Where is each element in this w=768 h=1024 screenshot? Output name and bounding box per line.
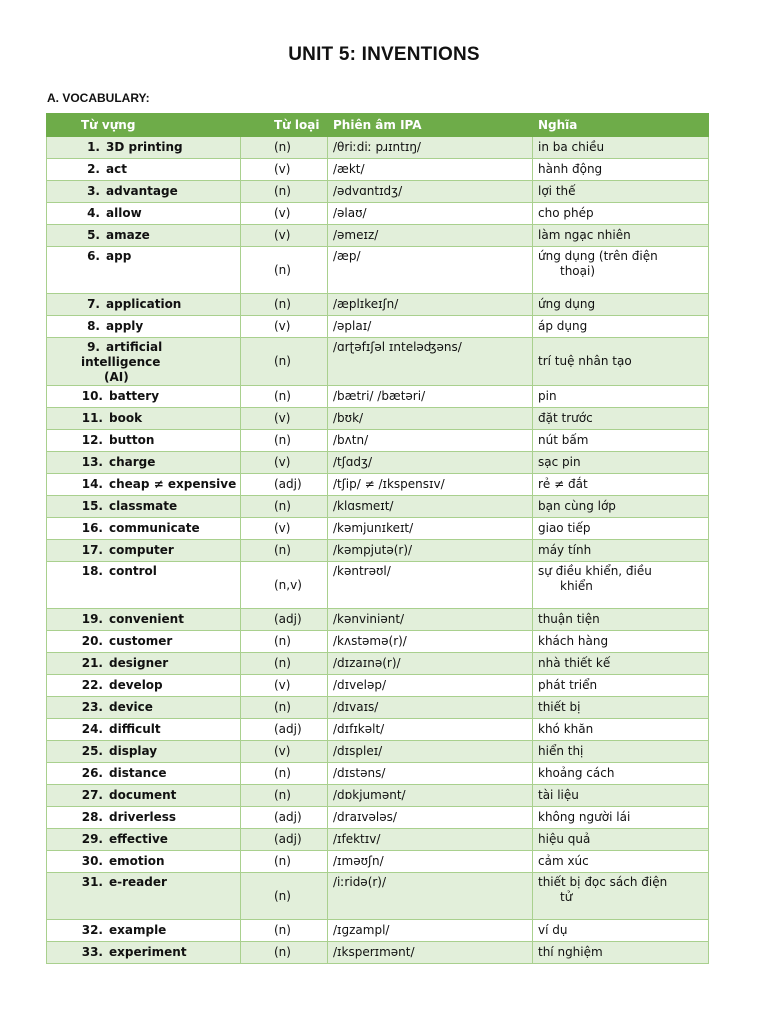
- part-of-speech-cell: (v): [241, 452, 328, 474]
- meaning-text: giao tiếp: [538, 521, 591, 535]
- ipa-cell: /ɪksperɪmənt/: [328, 942, 533, 964]
- part-of-speech-cell: (n): [241, 763, 328, 785]
- vocabulary-table: [46, 113, 709, 964]
- word-text: charge: [109, 455, 156, 469]
- row-number: 12.: [81, 433, 103, 447]
- word-cell: [47, 873, 241, 920]
- ipa-cell: /bætri/ /bætəri/: [328, 386, 533, 408]
- word-text: convenient: [109, 612, 184, 626]
- ipa-cell: /ɪɡzampl/: [328, 920, 533, 942]
- word-cell: [47, 294, 241, 316]
- word-cell: [47, 540, 241, 562]
- row-number: 26.: [81, 766, 103, 780]
- word-text: document: [109, 788, 177, 802]
- word-text: emotion: [109, 854, 165, 868]
- word-cell: [47, 316, 241, 338]
- part-of-speech-cell: (n): [241, 294, 328, 316]
- row-number: 1.: [87, 140, 100, 154]
- row-number: 18.: [81, 564, 103, 578]
- word-cell: [47, 653, 241, 675]
- ipa-cell: /əplaɪ/: [328, 316, 533, 338]
- column-header-meaning: Nghĩa: [533, 114, 709, 137]
- row-number: 8.: [87, 319, 100, 333]
- meaning-cell: [533, 653, 709, 675]
- word-text: control: [109, 564, 157, 578]
- word-cell: [47, 942, 241, 964]
- part-of-speech-cell: (n): [241, 873, 328, 920]
- meaning-cell: [533, 829, 709, 851]
- row-number: 7.: [87, 297, 100, 311]
- meaning-text: đặt trước: [538, 411, 593, 425]
- word-cell: [47, 159, 241, 181]
- meaning-cell: [533, 181, 709, 203]
- meaning-cell: [533, 741, 709, 763]
- word-cell: [47, 338, 241, 386]
- row-number: 4.: [87, 206, 100, 220]
- part-of-speech-cell: (adj): [241, 807, 328, 829]
- part-of-speech-cell: (v): [241, 408, 328, 430]
- part-of-speech-cell: (n): [241, 338, 328, 386]
- ipa-cell: /əlaʊ/: [328, 203, 533, 225]
- table-row: [47, 807, 709, 829]
- table-row: [47, 474, 709, 496]
- column-header-word: Từ vựng: [47, 114, 241, 137]
- meaning-text: cho phép: [538, 206, 594, 220]
- word-text: application: [106, 297, 182, 311]
- row-number: 3.: [87, 184, 100, 198]
- word-text: artificial intelligence: [81, 340, 163, 369]
- word-cell: [47, 631, 241, 653]
- table-row: [47, 851, 709, 873]
- word-cell: [47, 474, 241, 496]
- column-header-ipa: Phiên âm IPA: [328, 114, 533, 137]
- row-number: 22.: [81, 678, 103, 692]
- part-of-speech-cell: (n,v): [241, 562, 328, 609]
- row-number: 13.: [81, 455, 103, 469]
- word-cell: [47, 386, 241, 408]
- meaning-cell: [533, 294, 709, 316]
- part-of-speech-cell: (n): [241, 540, 328, 562]
- meaning-text: nhà thiết kế: [538, 656, 611, 670]
- word-text: apply: [106, 319, 144, 333]
- word-text: designer: [109, 656, 169, 670]
- word-text: experiment: [109, 945, 187, 959]
- meaning-cell: [533, 609, 709, 631]
- meaning-text: khó khăn: [538, 722, 594, 736]
- word-cell: [47, 408, 241, 430]
- meaning-cell: [533, 807, 709, 829]
- ipa-cell: /æp/: [328, 247, 533, 294]
- word-cell: [47, 719, 241, 741]
- meaning-text: pin: [538, 389, 557, 403]
- meaning-cell: [533, 562, 709, 609]
- part-of-speech-cell: (n): [241, 785, 328, 807]
- meaning-text: khách hàng: [538, 634, 609, 648]
- word-text: device: [109, 700, 153, 714]
- ipa-cell: /kənviniənt/: [328, 609, 533, 631]
- word-cell: [47, 562, 241, 609]
- word-cell: [47, 829, 241, 851]
- word-text-continued: (AI): [104, 370, 129, 384]
- part-of-speech-cell: (v): [241, 518, 328, 540]
- word-cell: [47, 807, 241, 829]
- meaning-text: làm ngạc nhiên: [538, 228, 631, 242]
- meaning-cell: [533, 540, 709, 562]
- part-of-speech-cell: (n): [241, 697, 328, 719]
- meaning-cell: [533, 851, 709, 873]
- meaning-text: rẻ ≠ đắt: [538, 477, 588, 491]
- table-row: [47, 408, 709, 430]
- row-number: 10.: [81, 389, 103, 403]
- word-cell: [47, 181, 241, 203]
- word-cell: [47, 430, 241, 452]
- part-of-speech-cell: (n): [241, 851, 328, 873]
- meaning-cell: [533, 338, 709, 386]
- word-cell: [47, 518, 241, 540]
- table-row: [47, 294, 709, 316]
- row-number: 11.: [81, 411, 103, 425]
- row-number: 29.: [81, 832, 103, 846]
- ipa-cell: /dɪspleɪ/: [328, 741, 533, 763]
- word-text: button: [109, 433, 155, 447]
- meaning-text: thí nghiệm: [538, 945, 603, 959]
- table-row: [47, 562, 709, 609]
- meaning-cell: [533, 697, 709, 719]
- ipa-cell: /ɪfektɪv/: [328, 829, 533, 851]
- table-row: [47, 518, 709, 540]
- row-number: 17.: [81, 543, 103, 557]
- meaning-text: hành động: [538, 162, 603, 176]
- row-number: 19.: [81, 612, 103, 626]
- row-number: 30.: [81, 854, 103, 868]
- word-text: classmate: [109, 499, 178, 513]
- meaning-cell: [533, 203, 709, 225]
- word-text: display: [109, 744, 158, 758]
- row-number: 25.: [81, 744, 103, 758]
- meaning-cell: [533, 496, 709, 518]
- ipa-cell: /ɪməʊʃn/: [328, 851, 533, 873]
- word-cell: [47, 225, 241, 247]
- word-text: computer: [109, 543, 174, 557]
- meaning-cell: [533, 137, 709, 159]
- meaning-text: lợi thế: [538, 184, 576, 198]
- row-number: 31.: [81, 875, 103, 889]
- table-row: [47, 920, 709, 942]
- meaning-text: bạn cùng lớp: [538, 499, 616, 513]
- word-text: effective: [109, 832, 168, 846]
- section-heading: A. VOCABULARY:: [47, 91, 150, 105]
- ipa-cell: /əmeɪz/: [328, 225, 533, 247]
- word-cell: [47, 203, 241, 225]
- word-text: example: [109, 923, 167, 937]
- meaning-text: khoảng cách: [538, 766, 615, 780]
- part-of-speech-cell: (n): [241, 942, 328, 964]
- row-number: 32.: [81, 923, 103, 937]
- word-text: 3D printing: [106, 140, 183, 154]
- table-row: [47, 316, 709, 338]
- meaning-text: máy tính: [538, 543, 592, 557]
- word-cell: [47, 609, 241, 631]
- meaning-text: sự điều khiển, điều: [538, 564, 652, 578]
- meaning-text-continued: tử: [560, 890, 573, 904]
- ipa-cell: /bʊk/: [328, 408, 533, 430]
- table-row: [47, 225, 709, 247]
- ipa-cell: /ədvɑntɪdʒ/: [328, 181, 533, 203]
- table-row: [47, 609, 709, 631]
- meaning-text: in ba chiều: [538, 140, 605, 154]
- meaning-cell: [533, 316, 709, 338]
- ipa-cell: /bʌtn/: [328, 430, 533, 452]
- ipa-cell: /draɪvələs/: [328, 807, 533, 829]
- ipa-cell: /θriːdiː pɹɪntɪŋ/: [328, 137, 533, 159]
- row-number: 14.: [81, 477, 103, 491]
- meaning-cell: [533, 631, 709, 653]
- row-number: 5.: [87, 228, 100, 242]
- meaning-text-continued: khiển: [560, 579, 593, 593]
- row-number: 9.: [87, 340, 100, 354]
- meaning-text: hiển thị: [538, 744, 584, 758]
- meaning-cell: [533, 247, 709, 294]
- word-cell: [47, 920, 241, 942]
- word-text: amaze: [106, 228, 150, 242]
- page-title: UNIT 5: INVENTIONS: [288, 44, 480, 65]
- row-number: 33.: [81, 945, 103, 959]
- meaning-cell: [533, 474, 709, 496]
- table-header-row: [47, 114, 709, 137]
- table-row: [47, 675, 709, 697]
- row-number: 2.: [87, 162, 100, 176]
- ipa-cell: /kəmpjutə(r)/: [328, 540, 533, 562]
- part-of-speech-cell: (v): [241, 203, 328, 225]
- meaning-cell: [533, 159, 709, 181]
- word-text: book: [109, 411, 143, 425]
- word-text: allow: [106, 206, 142, 220]
- ipa-cell: /ækt/: [328, 159, 533, 181]
- word-cell: [47, 496, 241, 518]
- word-text: advantage: [106, 184, 178, 198]
- meaning-cell: [533, 386, 709, 408]
- ipa-cell: /dɪfɪkəlt/: [328, 719, 533, 741]
- row-number: 28.: [81, 810, 103, 824]
- word-cell: [47, 247, 241, 294]
- table-row: [47, 386, 709, 408]
- word-cell: [47, 741, 241, 763]
- part-of-speech-cell: (n): [241, 430, 328, 452]
- meaning-text: không người lái: [538, 810, 631, 824]
- part-of-speech-cell: (adj): [241, 474, 328, 496]
- meaning-cell: [533, 942, 709, 964]
- part-of-speech-cell: (n): [241, 137, 328, 159]
- meaning-cell: [533, 719, 709, 741]
- row-number: 27.: [81, 788, 103, 802]
- word-text: e-reader: [109, 875, 167, 889]
- meaning-cell: [533, 873, 709, 920]
- meaning-cell: [533, 408, 709, 430]
- meaning-cell: [533, 225, 709, 247]
- meaning-text: thiết bị đọc sách điện: [538, 875, 668, 889]
- ipa-cell: /dɪveləp/: [328, 675, 533, 697]
- meaning-text: ứng dụng (trên điện: [538, 249, 658, 263]
- column-header-pos: Từ loại: [241, 114, 328, 137]
- ipa-cell: /kəntrəʊl/: [328, 562, 533, 609]
- meaning-text: ví dụ: [538, 923, 568, 937]
- meaning-cell: [533, 452, 709, 474]
- word-cell: [47, 137, 241, 159]
- meaning-text: thiết bị: [538, 700, 581, 714]
- table-row: [47, 496, 709, 518]
- table-row: [47, 653, 709, 675]
- word-cell: [47, 763, 241, 785]
- table-row: [47, 942, 709, 964]
- part-of-speech-cell: (n): [241, 920, 328, 942]
- part-of-speech-cell: (n): [241, 653, 328, 675]
- word-cell: [47, 851, 241, 873]
- row-number: 21.: [81, 656, 103, 670]
- word-cell: [47, 785, 241, 807]
- meaning-text: hiệu quả: [538, 832, 591, 846]
- row-number: 20.: [81, 634, 103, 648]
- table-row: [47, 631, 709, 653]
- ipa-cell: /dɪstəns/: [328, 763, 533, 785]
- table-row: [47, 159, 709, 181]
- meaning-text: tài liệu: [538, 788, 579, 802]
- ipa-cell: /kʌstəmə(r)/: [328, 631, 533, 653]
- row-number: 24.: [81, 722, 103, 736]
- part-of-speech-cell: (adj): [241, 719, 328, 741]
- meaning-cell: [533, 675, 709, 697]
- ipa-cell: /tʃip/ ≠ /ɪkspensɪv/: [328, 474, 533, 496]
- word-text: difficult: [109, 722, 161, 736]
- table-row: [47, 829, 709, 851]
- table-row: [47, 763, 709, 785]
- ipa-cell: /dɪvaɪs/: [328, 697, 533, 719]
- ipa-cell: /tʃɑdʒ/: [328, 452, 533, 474]
- part-of-speech-cell: (n): [241, 181, 328, 203]
- meaning-text: áp dụng: [538, 319, 588, 333]
- word-text: app: [106, 249, 132, 263]
- word-text: communicate: [109, 521, 200, 535]
- meaning-text: sạc pin: [538, 455, 581, 469]
- table-row: [47, 430, 709, 452]
- table-row: [47, 873, 709, 920]
- table-row: [47, 785, 709, 807]
- ipa-cell: /klɑsmeɪt/: [328, 496, 533, 518]
- part-of-speech-cell: (adj): [241, 829, 328, 851]
- word-text: customer: [109, 634, 173, 648]
- ipa-cell: /iːridə(r)/: [328, 873, 533, 920]
- word-text: act: [106, 162, 127, 176]
- part-of-speech-cell: (n): [241, 631, 328, 653]
- meaning-cell: [533, 430, 709, 452]
- table-row: [47, 137, 709, 159]
- part-of-speech-cell: (n): [241, 496, 328, 518]
- word-text: develop: [109, 678, 163, 692]
- ipa-cell: /dɒkjumənt/: [328, 785, 533, 807]
- meaning-text: thuận tiện: [538, 612, 600, 626]
- meaning-text: ứng dụng: [538, 297, 596, 311]
- row-number: 16.: [81, 521, 103, 535]
- ipa-cell: /dɪzaɪnə(r)/: [328, 653, 533, 675]
- meaning-text: cảm xúc: [538, 854, 589, 868]
- table-row: [47, 338, 709, 386]
- ipa-cell: /kəmjunɪkeɪt/: [328, 518, 533, 540]
- part-of-speech-cell: (v): [241, 741, 328, 763]
- word-text: driverless: [109, 810, 177, 824]
- part-of-speech-cell: (n): [241, 247, 328, 294]
- meaning-cell: [533, 763, 709, 785]
- meaning-cell: [533, 518, 709, 540]
- table-row: [47, 741, 709, 763]
- word-cell: [47, 675, 241, 697]
- meaning-cell: [533, 920, 709, 942]
- word-text: distance: [109, 766, 167, 780]
- table-row: [47, 247, 709, 294]
- meaning-text: nút bấm: [538, 433, 589, 447]
- table-row: [47, 452, 709, 474]
- part-of-speech-cell: (v): [241, 159, 328, 181]
- word-text: cheap ≠ expensive: [109, 477, 237, 491]
- table-row: [47, 181, 709, 203]
- word-cell: [47, 452, 241, 474]
- meaning-text: phát triển: [538, 678, 598, 692]
- row-number: 6.: [87, 249, 100, 263]
- part-of-speech-cell: (adj): [241, 609, 328, 631]
- part-of-speech-cell: (v): [241, 675, 328, 697]
- row-number: 23.: [81, 700, 103, 714]
- part-of-speech-cell: (n): [241, 386, 328, 408]
- table-row: [47, 697, 709, 719]
- meaning-text-continued: thoại): [560, 264, 596, 278]
- table-row: [47, 203, 709, 225]
- ipa-cell: /ɑrʈəfɪʃəl ɪnteləʤəns/: [328, 338, 533, 386]
- meaning-text: trí tuệ nhân tạo: [538, 354, 632, 368]
- table-row: [47, 540, 709, 562]
- part-of-speech-cell: (v): [241, 316, 328, 338]
- meaning-cell: [533, 785, 709, 807]
- table-row: [47, 719, 709, 741]
- row-number: 15.: [81, 499, 103, 513]
- word-cell: [47, 697, 241, 719]
- part-of-speech-cell: (v): [241, 225, 328, 247]
- word-text: battery: [109, 389, 160, 403]
- ipa-cell: /æplɪkeɪʃn/: [328, 294, 533, 316]
